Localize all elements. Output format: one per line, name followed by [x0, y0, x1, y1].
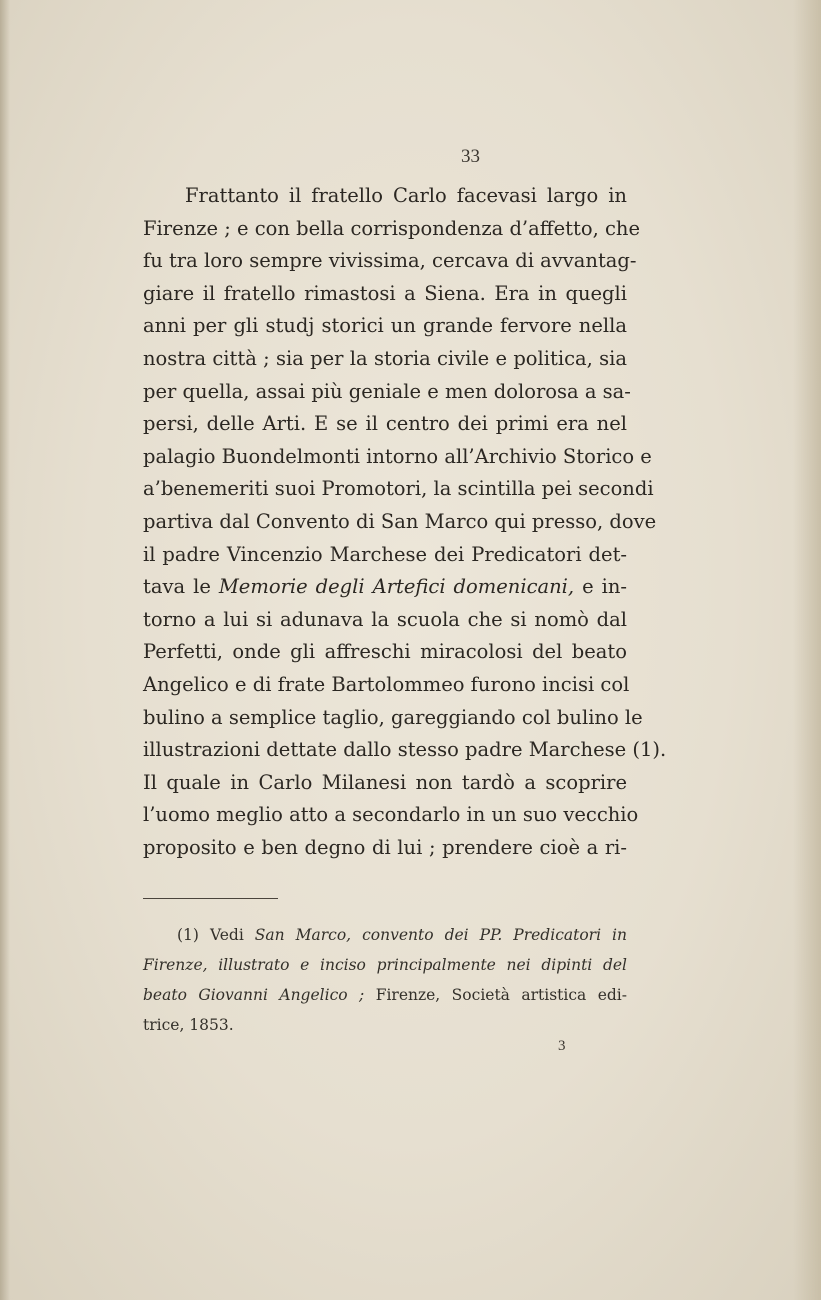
text-line	[143, 702, 643, 735]
italic-text: Memorie degli Artefici domenicani,	[218, 575, 575, 599]
page-right-edge-shadow	[793, 0, 821, 1300]
footnote-rule	[143, 898, 278, 899]
italic-text: Firenze, illustrato e inciso principalmente nei dipinti del	[143, 956, 627, 974]
text-run: l’uomo meglio atto a secondarlo in un suo vecchio	[143, 803, 639, 827]
footnote-line	[143, 950, 627, 980]
text-run: il padre Vincenzio Marchese dei Predicatori det-	[143, 542, 627, 566]
text-run: bulino a semplice taglio, gareggiando col bulino le	[143, 705, 643, 729]
text-run: Frattanto il fratello Carlo facevasi largo in	[185, 184, 627, 207]
text-line	[143, 539, 627, 572]
text-line	[143, 604, 627, 637]
text-run: proposito e ben degno di lui ; prendere cioè a ri-	[143, 835, 627, 859]
text-run: giare il fratello rimastosi a Siena. Era in quegli	[143, 281, 627, 305]
text-line	[143, 571, 627, 604]
text-run: (1) Vedi	[177, 926, 255, 944]
text-line	[143, 343, 627, 376]
text-run: Firenze, Società artistica edi-	[364, 986, 627, 1004]
text-run: palagio Buondelmonti intorno all’Archivio Storico e	[143, 444, 652, 468]
text-run: e in-	[574, 575, 627, 599]
text-line	[143, 245, 637, 278]
text-run: partiva dal Convento di San Marco qui presso, dove	[143, 509, 657, 533]
text-line	[143, 180, 627, 213]
text-run: Il quale in Carlo Milanesi non tardò a scoprire	[143, 770, 627, 794]
page-number: 33	[461, 146, 480, 167]
text-line	[143, 278, 627, 311]
text-run: a’benemeriti suoi Promotori, la scintilla pei secondi	[143, 477, 654, 501]
text-run: Firenze ; e con bella corrispondenza d’affetto, che	[143, 216, 640, 240]
footnote-line	[143, 920, 627, 950]
text-run: Perfetti, onde gli affreschi miracolosi del beato	[143, 640, 627, 664]
text-line	[143, 441, 652, 474]
text-line	[143, 636, 627, 669]
body-text	[143, 180, 667, 864]
text-line	[143, 310, 627, 343]
italic-text: San Marco, convento dei PP. Predicatori in	[254, 926, 627, 944]
text-line	[143, 832, 627, 865]
page-left-edge-shadow	[0, 0, 10, 1300]
text-run: per quella, assai più geniale e men dolorosa a sa-	[143, 379, 631, 403]
text-run: illustrazioni dettate dallo stesso padre Marchese (1).	[143, 738, 667, 762]
text-run: nostra città ; sia per la storia civile e politica, sia	[143, 346, 627, 370]
text-line	[143, 408, 627, 441]
signature-mark: 3	[558, 1038, 566, 1054]
footnote-line	[143, 1010, 627, 1040]
text-line	[143, 213, 640, 246]
text-run: anni per gli studj storici un grande fervore nella	[143, 314, 627, 338]
text-line	[143, 767, 627, 800]
text-line	[143, 506, 657, 539]
footnote-line	[143, 980, 627, 1010]
text-run: persi, delle Arti. E se il centro dei primi era nel	[143, 412, 627, 436]
text-run: Angelico e di frate Bartolommeo furono incisi col	[143, 672, 630, 696]
italic-text: beato Giovanni Angelico ;	[143, 986, 365, 1004]
text-line	[143, 669, 630, 702]
text-run: fu tra loro sempre vivissima, cercava di avvantag-	[143, 249, 637, 273]
text-line	[143, 799, 639, 832]
text-run: torno a lui si adunava la scuola che si nomò dal	[143, 607, 627, 631]
text-run: tava le	[143, 575, 219, 599]
text-line	[143, 473, 654, 506]
text-run: trice, 1853.	[143, 1016, 234, 1034]
text-line	[143, 376, 631, 409]
footnote	[143, 920, 627, 1040]
text-line	[143, 734, 667, 767]
